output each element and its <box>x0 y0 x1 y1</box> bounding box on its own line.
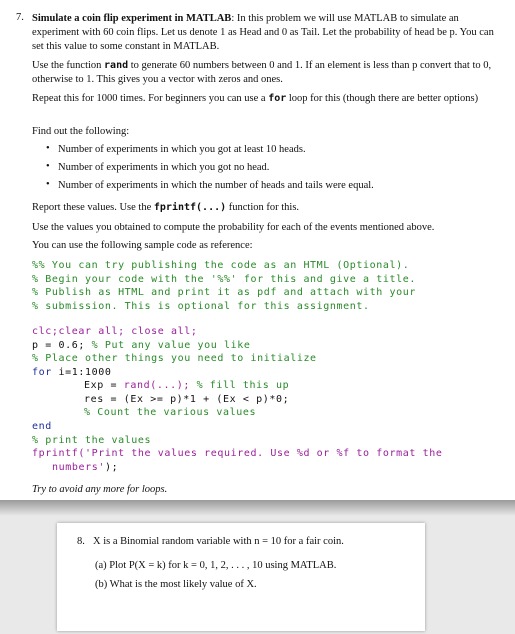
bullet-dot: • <box>46 179 50 190</box>
code-token: ); <box>104 461 119 473</box>
part-b: (b) What is the most likely value of X. <box>95 579 257 590</box>
code-token: p = 0.6; <box>32 339 92 351</box>
question-number: 8. <box>77 536 85 547</box>
paragraph-repeat <box>32 92 494 106</box>
para-text: function for this. <box>226 202 300 213</box>
code-line <box>32 447 442 461</box>
code-line <box>84 379 289 393</box>
list-item: Number of experiments in which the number of heads and tails were equal. <box>58 180 374 191</box>
question-8-card <box>57 523 425 631</box>
code-token: 'Print the values required. Use %d or %f to format the <box>84 448 443 459</box>
para-text: Report these values. Use the <box>32 202 154 213</box>
page-shadow <box>0 500 515 516</box>
code-token: i=1:1000 <box>51 366 112 378</box>
find-heading: Find out the following: <box>32 126 130 137</box>
code-comment: %% You can try publishing the code as an HTML (Optional). <box>32 260 410 271</box>
paragraph-probability: Use the values you obtained to compute the probability for each of the events mentioned above. <box>32 222 435 233</box>
code-token: % fill this up <box>196 380 290 391</box>
para-text: to generate 60 numbers between 0 and 1. If an element is less than p convert that to 0, otherwise to 1. This gives you a vector with zeros and ones. <box>32 60 492 85</box>
bullet-dot: • <box>46 161 50 172</box>
inline-code: rand <box>104 60 129 71</box>
paragraph-sample: You can use the following sample code as reference: <box>32 240 253 251</box>
code-line <box>52 461 118 475</box>
code-token: fprintf( <box>32 448 85 459</box>
question-title: Simulate a coin flip experiment in MATLAB <box>32 13 232 24</box>
question-7-intro <box>32 12 494 54</box>
para-text: loop for this (though there are better options) <box>286 93 479 104</box>
code-comment: % submission. This is optional for this assignment. <box>32 300 370 312</box>
inline-code: for <box>268 93 287 104</box>
code-line: clc;clear all; close all; <box>32 326 198 337</box>
code-line: % print the values <box>32 434 152 446</box>
para-text: Repeat this for 1000 times. For beginners you can use a <box>32 93 269 104</box>
code-line <box>32 339 251 353</box>
code-line: % Place other things you need to initialize <box>32 353 317 364</box>
code-comment: % Begin your code with the '%%' for this and give a title. <box>32 273 416 285</box>
part-a: (a) Plot P(X = k) for k = 0, 1, 2, . . . , 10 using MATLAB. <box>95 560 337 571</box>
code-token: numbers' <box>52 461 105 473</box>
code-token: % Put any value you like <box>91 339 251 351</box>
inline-code: fprintf(...) <box>153 202 227 213</box>
paragraph-rand <box>32 59 494 87</box>
para-text: Use the function <box>32 60 105 71</box>
paragraph-report <box>32 201 494 215</box>
list-item: Number of experiments in which you got no head. <box>58 162 270 173</box>
code-token: Exp = <box>84 380 124 391</box>
code-line: res = (Ex >= p)*1 + (Ex < p)*0; <box>84 393 290 405</box>
code-keyword: for <box>32 366 52 378</box>
question-8-text: X is a Binomial random variable with n = 10 for a fair coin. <box>93 536 344 547</box>
code-line <box>32 366 111 380</box>
code-line: % Count the various values <box>84 407 257 418</box>
code-token: rand(...); <box>123 380 197 391</box>
bullet-dot: • <box>46 143 50 154</box>
intro-text: : In this problem we will use MATLAB to simulate an experiment with 60 coin flips. Let us denote 1 as Head and 0 as Tail. Let the probability of head be p. You can set this value to some constant in MATLAB. <box>32 13 494 52</box>
code-comment: % Publish as HTML and print it as pdf and attach with your <box>32 287 416 298</box>
code-keyword: end <box>32 421 52 432</box>
list-item: Number of experiments in which you got at least 10 heads. <box>58 144 306 155</box>
question-number: 7. <box>16 12 24 23</box>
closing-note: Try to avoid any more for loops. <box>32 484 168 495</box>
